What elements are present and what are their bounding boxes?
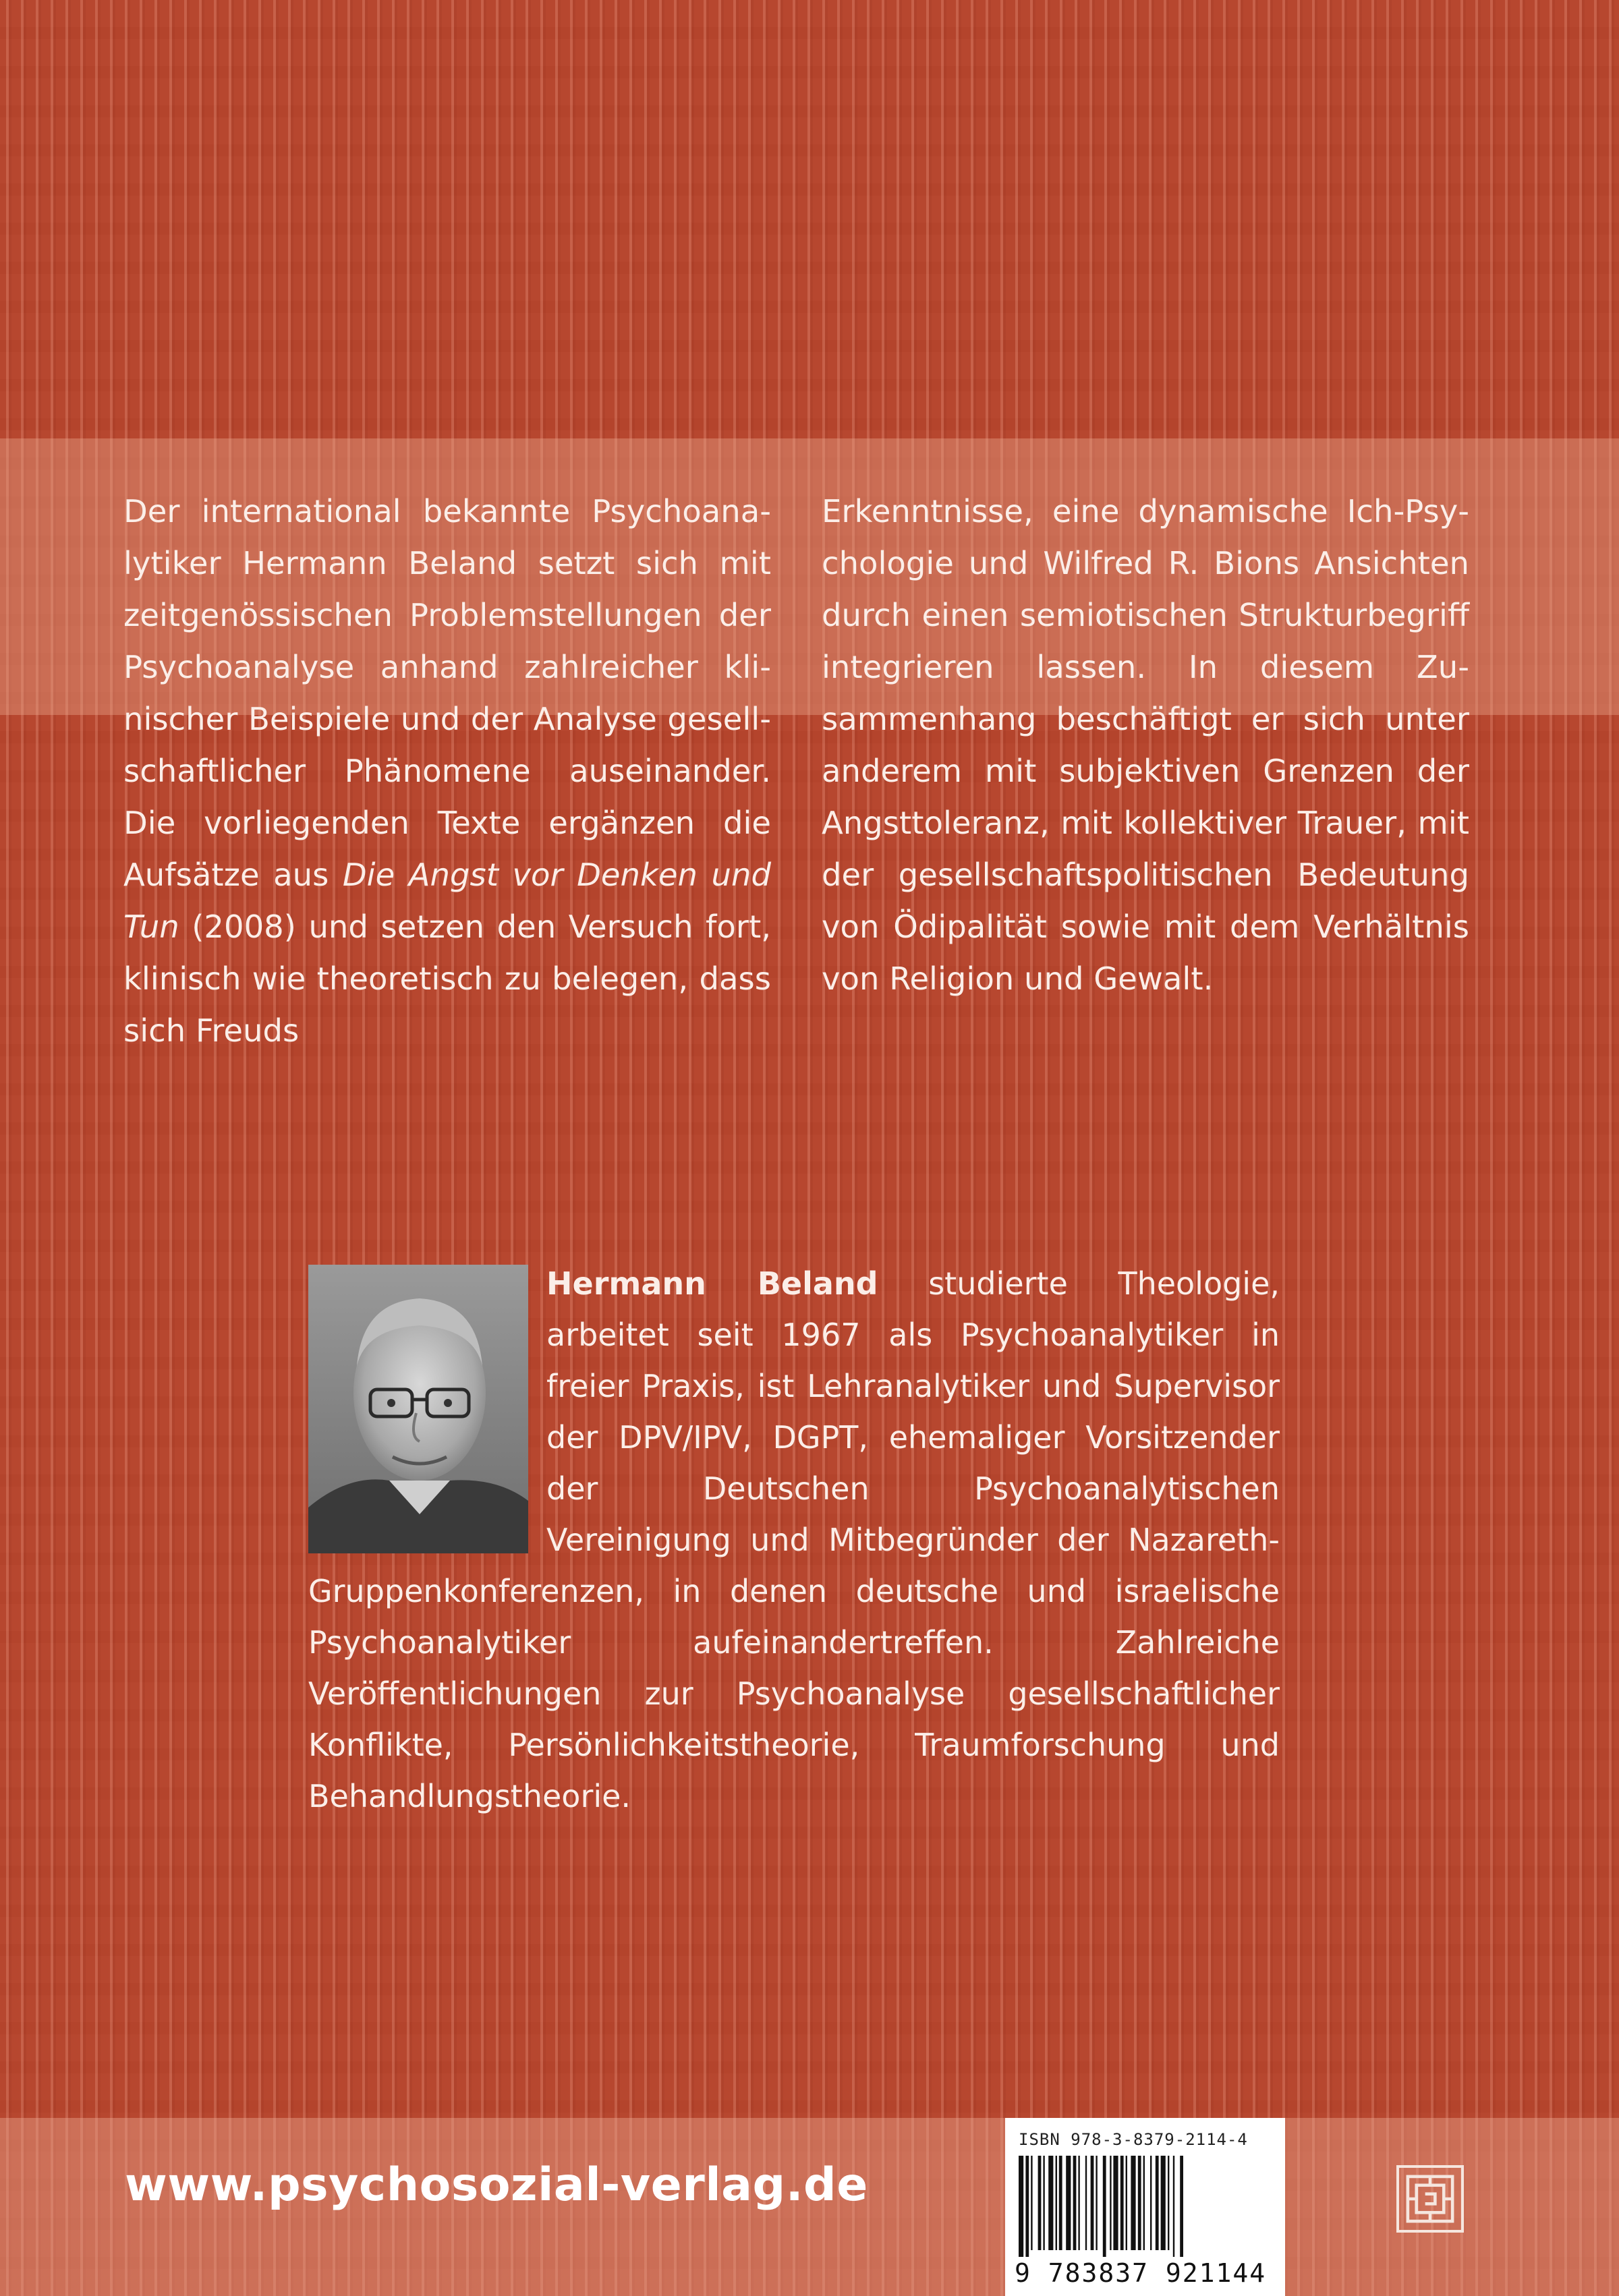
isbn-barcode bbox=[1005, 2118, 1285, 2296]
ean-number: 9 783837 921144 bbox=[1015, 2258, 1267, 2288]
barcode-bar bbox=[1078, 2156, 1079, 2250]
barcode-bar bbox=[1180, 2156, 1183, 2257]
barcode-bar bbox=[1113, 2156, 1118, 2250]
description-left-paragraph bbox=[123, 486, 771, 1057]
description-right-column bbox=[822, 486, 1469, 1005]
barcode-bar bbox=[1019, 2156, 1023, 2257]
barcode-bar bbox=[1059, 2156, 1062, 2250]
barcode-bar bbox=[1066, 2156, 1071, 2250]
barcode-bar bbox=[1085, 2156, 1087, 2250]
barcode-bar bbox=[1126, 2156, 1127, 2250]
author-bio-text: studierte Theologie, arbeitet seit 1967 als Psychoanalytiker in freier Praxis, ist Lehranalytiker und Supervisor der DPV/IPV, DGPT, ehemaliger Vorsitzender der Deutschen Psychoanalytischen Vereinigung und Mitbegründer der Nazareth-Gruppenkonferenzen, in denen deutsche und israelische Psychoanalytiker aufeinandertreffen. Zahlreiche Veröffentlichungen zur Psychoanalyse gesellschaftlicher Konflikte, Persönlichkeitstheorie, Traumforschung und Behandlungstheorie. bbox=[308, 1265, 1280, 1814]
barcode-bar bbox=[1168, 2156, 1169, 2250]
description-right-paragraph: Erkenntnisse, eine dynamische Ich-Psychologie und Wilfred R. Bions Ansichten durch einen semiotischen Strukturbegriff integrieren lassen. In diesem Zusammenhang beschäftigt er sich unter anderem mit subjektiven Grenzen der Angsttoleranz, mit kollektiver Trauer, mit der gesellschaftspolitischen Bedeutung von Ödipalität sowie mit dem Verhältnis von Religion und Gewalt. bbox=[822, 493, 1469, 997]
barcode-bar bbox=[1138, 2156, 1141, 2250]
description-left-text-start: Der international bekannte Psychoanalytiker Hermann Beland setzt sich mit zeitgenössischen Problemstellungen der Psychoanalyse anhand zahlreicher klinischer Beispiele und der Analyse gesellschaftlicher Phänomene auseinander. Die vorliegenden Texte ergänzen die Aufsätze aus bbox=[123, 493, 771, 893]
barcode-bar bbox=[1120, 2156, 1124, 2250]
barcode-bar bbox=[1131, 2156, 1135, 2250]
publisher-url[interactable]: www.psychosozial-verlag.de bbox=[125, 2158, 868, 2212]
description-left-text-end: (2008) und setzen den Versuch fort, klinisch wie theoretisch zu belegen, dass sich Freuds bbox=[123, 909, 771, 1049]
barcode-bars bbox=[1017, 2156, 1274, 2257]
barcode-bar bbox=[1031, 2156, 1032, 2250]
barcode-bar bbox=[1110, 2156, 1111, 2250]
description-left-column bbox=[123, 486, 771, 1057]
barcode-bar bbox=[1056, 2156, 1057, 2250]
barcode-bar bbox=[1150, 2156, 1152, 2250]
barcode-bar bbox=[1103, 2156, 1106, 2257]
author-name: Hermann Beland bbox=[546, 1265, 878, 1302]
barcode-bar bbox=[1038, 2156, 1042, 2250]
barcode-bar bbox=[1161, 2156, 1166, 2250]
barcode-bar bbox=[1143, 2156, 1145, 2250]
barcode-bar bbox=[1091, 2156, 1094, 2250]
photo-spacer bbox=[308, 1258, 546, 1565]
referenced-book-title: Die Angst vor Denken und Tun bbox=[123, 857, 771, 945]
isbn-number: ISBN 978-3-8379-2114-4 bbox=[1019, 2130, 1248, 2149]
barcode-bar bbox=[1043, 2156, 1044, 2250]
barcode-bar bbox=[1173, 2156, 1174, 2257]
barcode-bar bbox=[1073, 2156, 1077, 2250]
barcode-bar bbox=[1048, 2156, 1053, 2250]
author-biography bbox=[308, 1258, 1280, 1822]
barcode-bar bbox=[1156, 2156, 1159, 2250]
barcode-bar bbox=[1096, 2156, 1097, 2250]
maze-logo-icon bbox=[1396, 2165, 1464, 2233]
barcode-bar bbox=[1025, 2156, 1029, 2257]
